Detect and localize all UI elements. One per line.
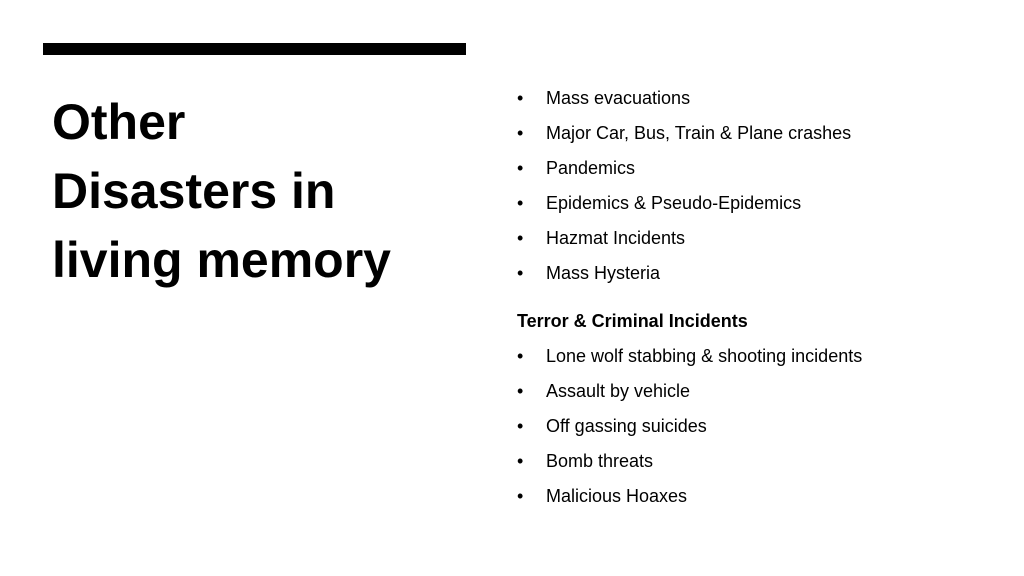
bullet-icon: • bbox=[517, 123, 524, 143]
list-item bbox=[517, 342, 997, 377]
bullet-icon: • bbox=[517, 228, 524, 248]
list-item-text: Assault by vehicle bbox=[546, 381, 691, 401]
slide-content bbox=[517, 84, 997, 517]
list-item bbox=[517, 377, 997, 412]
bullet-icon: • bbox=[517, 486, 524, 506]
section-heading-terror: Terror & Criminal Incidents bbox=[517, 311, 748, 331]
list-item-text: Epidemics & Pseudo-Epidemics bbox=[546, 193, 802, 213]
bullet-icon: • bbox=[517, 416, 524, 436]
list-item bbox=[517, 224, 997, 259]
list-item-text: Bomb threats bbox=[546, 451, 654, 471]
bullet-icon: • bbox=[517, 158, 524, 178]
accent-bar bbox=[43, 43, 466, 55]
list-item bbox=[517, 259, 997, 294]
list-item-text: Mass evacuations bbox=[546, 88, 691, 108]
list-item-text: Off gassing suicides bbox=[546, 416, 707, 436]
general-disasters-list bbox=[517, 84, 997, 294]
bullet-icon: • bbox=[517, 88, 524, 108]
bullet-icon: • bbox=[517, 451, 524, 471]
bullet-icon: • bbox=[517, 381, 524, 401]
list-item-text: Lone wolf stabbing & shooting incidents bbox=[546, 346, 863, 366]
slide-title bbox=[52, 88, 472, 295]
list-item-text: Hazmat Incidents bbox=[546, 228, 686, 248]
list-item-text: Malicious Hoaxes bbox=[546, 486, 688, 506]
bullet-icon: • bbox=[517, 193, 524, 213]
title-line: Disasters in bbox=[52, 163, 336, 219]
list-item-text: Mass Hysteria bbox=[546, 263, 661, 283]
list-item bbox=[517, 412, 997, 447]
terror-incidents-list bbox=[517, 342, 997, 517]
list-item bbox=[517, 447, 997, 482]
list-item bbox=[517, 84, 997, 119]
list-item bbox=[517, 119, 997, 154]
list-item bbox=[517, 189, 997, 224]
bullet-icon: • bbox=[517, 263, 524, 283]
list-item-text: Pandemics bbox=[546, 158, 636, 178]
list-item bbox=[517, 482, 997, 517]
title-line: living memory bbox=[52, 232, 391, 288]
list-item bbox=[517, 154, 997, 189]
list-item-text: Major Car, Bus, Train & Plane crashes bbox=[546, 123, 852, 143]
title-line: Other bbox=[52, 94, 186, 150]
bullet-icon: • bbox=[517, 346, 524, 366]
